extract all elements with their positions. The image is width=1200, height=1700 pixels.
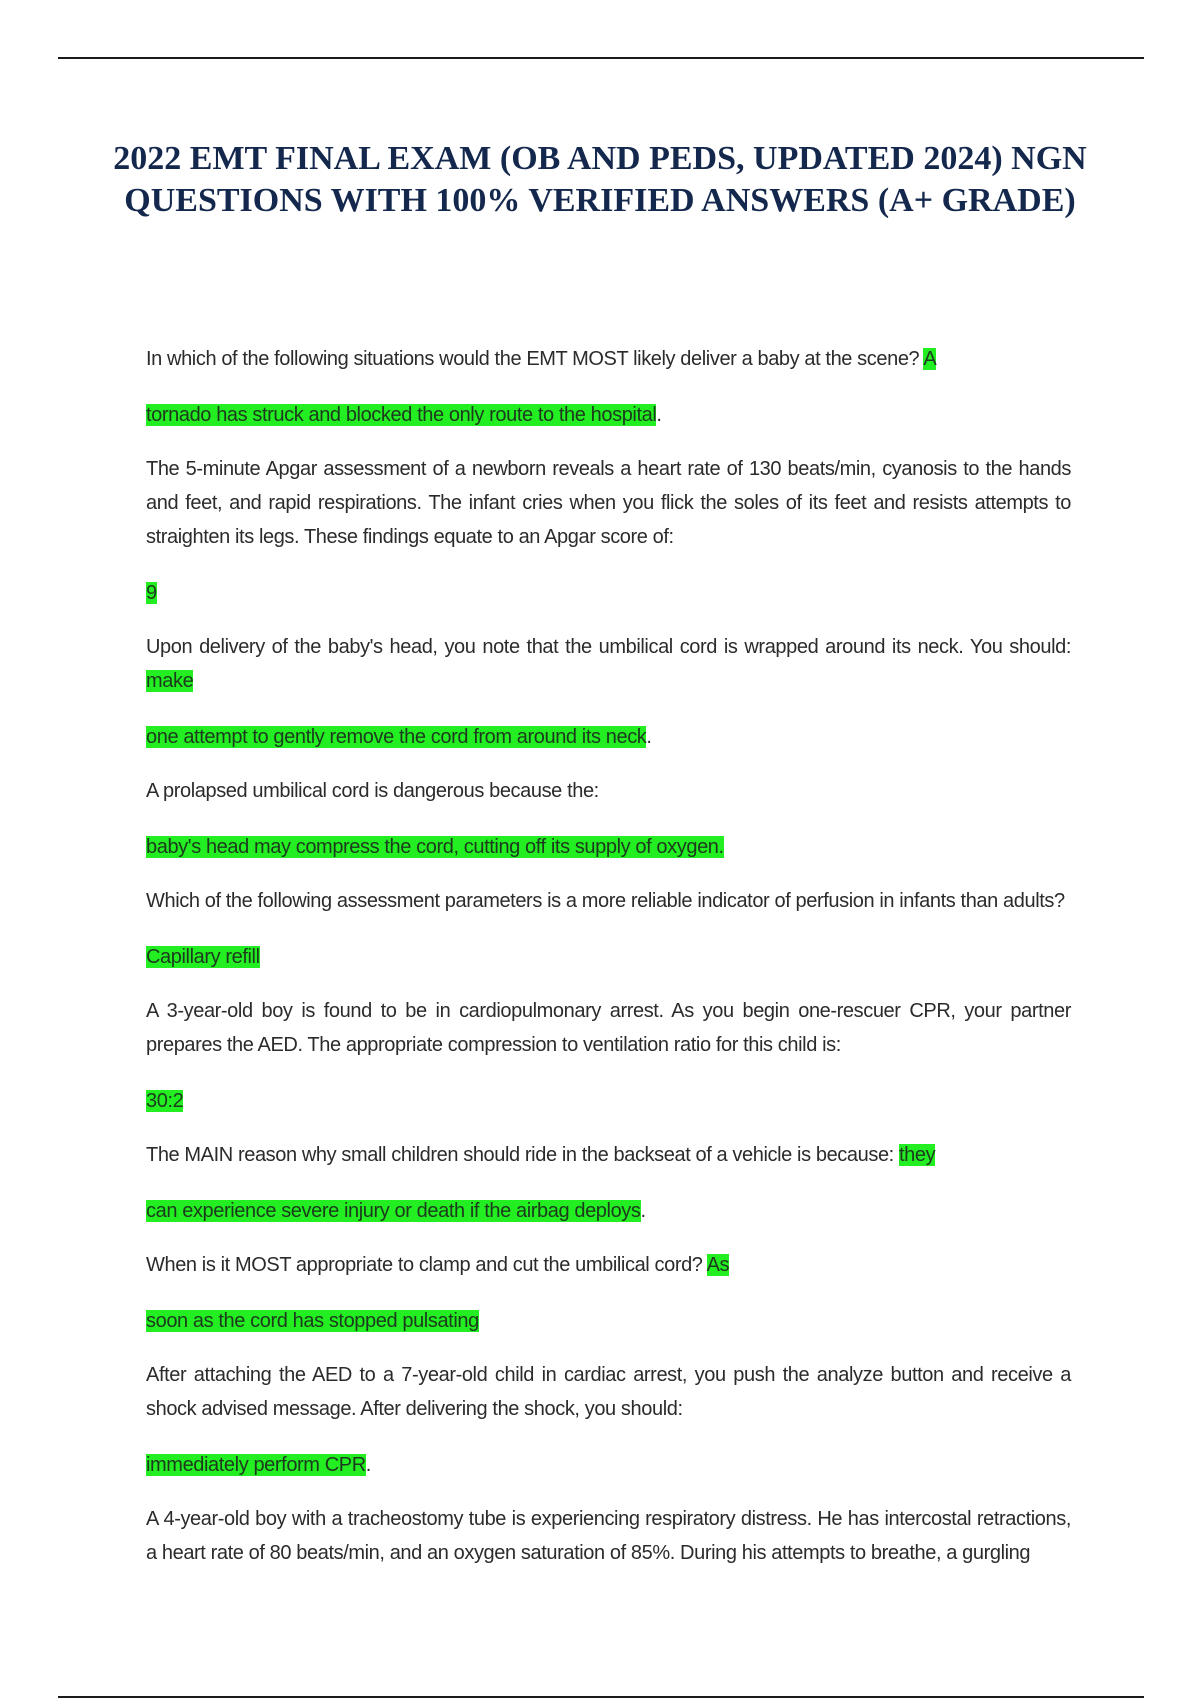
- document-title: 2022 EMT FINAL EXAM (OB AND PEDS, UPDATED 2024) NGN QUESTIONS WITH 100% VERIFIED ANSWERS (A+ GRADE): [113, 140, 1087, 219]
- answer-1: [146, 398, 1071, 432]
- question-6: [146, 994, 1071, 1062]
- answer-highlight: baby's head may compress the cord, cutting off its supply of oxygen.: [146, 836, 724, 858]
- question-10: [146, 1502, 1071, 1570]
- answer-highlight-inline: they: [898, 1144, 936, 1166]
- question-5: [146, 884, 1071, 918]
- answer-highlight: 30:2: [146, 1090, 184, 1112]
- answer-punct: .: [656, 404, 662, 426]
- question-text: A prolapsed umbilical cord is dangerous because the:: [146, 780, 599, 802]
- answer-8: [146, 1304, 1071, 1338]
- question-text: In which of the following situations would the EMT MOST likely deliver a baby at the scene?: [146, 348, 924, 370]
- top-rule: [58, 57, 1144, 59]
- answer-highlight: Capillary refill: [146, 946, 260, 968]
- answer-highlight-inline: make: [146, 670, 194, 692]
- answer-highlight: soon as the cord has stopped pulsating: [146, 1310, 479, 1332]
- answer-5: [146, 940, 1071, 974]
- question-4: [146, 774, 1071, 808]
- answer-9: [146, 1448, 1071, 1482]
- answer-highlight-inline: As: [706, 1254, 730, 1276]
- question-9: [146, 1358, 1071, 1426]
- answer-punct: .: [365, 1454, 371, 1476]
- question-1: [146, 342, 1071, 376]
- answer-highlight: immediately perform CPR: [146, 1454, 366, 1476]
- question-text: After attaching the AED to a 7-year-old child in cardiac arrest, you push the analyze button and receive a shock advised message. After delivering the shock, you should:: [146, 1364, 1071, 1420]
- answer-highlight: tornado has struck and blocked the only route to the hospital: [146, 404, 657, 426]
- question-text: Upon delivery of the baby's head, you note that the umbilical cord is wrapped around its neck. You should:: [146, 636, 1071, 658]
- bottom-rule: [58, 1696, 1144, 1698]
- answer-highlight: one attempt to gently remove the cord from around its neck: [146, 726, 647, 748]
- question-8: [146, 1248, 1071, 1282]
- question-text: A 3-year-old boy is found to be in cardiopulmonary arrest. As you begin one-rescuer CPR, your partner prepares the AED. The appropriate compression to ventilation ratio for this child is:: [146, 1000, 1071, 1056]
- question-text: A 4-year-old boy with a tracheostomy tube is experiencing respiratory distress. He has intercostal retractions, a heart rate of 80 beats/min, and an oxygen saturation of 85%. During his attempts to breathe, a gurgling: [146, 1508, 1071, 1564]
- qa-list: [146, 342, 1071, 1592]
- answer-7: [146, 1194, 1071, 1228]
- question-7: [146, 1138, 1071, 1172]
- answer-4: [146, 830, 1071, 864]
- answer-highlight-inline: A: [923, 348, 937, 370]
- question-text: The 5-minute Apgar assessment of a newborn reveals a heart rate of 130 beats/min, cyanosis to the hands and feet, and rapid respirations. The infant cries when you flick the soles of its feet and resists attempts to straighten its legs. These findings equate to an Apgar score of:: [146, 458, 1071, 548]
- answer-punct: .: [640, 1200, 646, 1222]
- answer-2: [146, 576, 1071, 610]
- answer-highlight: 9: [146, 582, 157, 604]
- answer-highlight: can experience severe injury or death if the airbag deploys: [146, 1200, 641, 1222]
- answer-6: [146, 1084, 1071, 1118]
- question-text: Which of the following assessment parameters is a more reliable indicator of perfusion in infants than adults?: [146, 890, 1065, 912]
- question-2: [146, 452, 1071, 554]
- question-text: The MAIN reason why small children should ride in the backseat of a vehicle is because:: [146, 1144, 899, 1166]
- answer-3: [146, 720, 1071, 754]
- question-3: [146, 630, 1071, 698]
- answer-punct: .: [646, 726, 652, 748]
- question-text: When is it MOST appropriate to clamp and cut the umbilical cord?: [146, 1254, 707, 1276]
